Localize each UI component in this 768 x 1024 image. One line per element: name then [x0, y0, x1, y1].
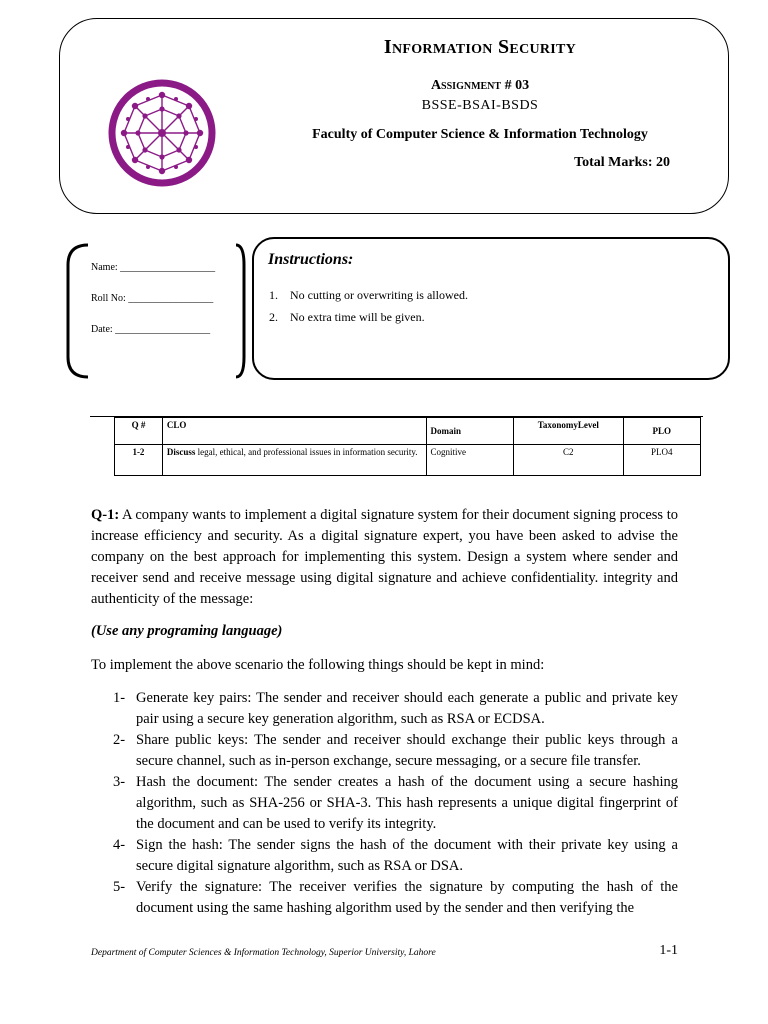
header-plo: PLO: [623, 418, 700, 445]
step-text: Generate key pairs: The sender and receiver should each generate a public and private key pair using a secure key generation algorithm, such as RSA or ECDSA.: [136, 690, 678, 727]
header-q: Q #: [115, 418, 163, 445]
assignment-number: Assignment # 03: [430, 78, 530, 93]
date-field[interactable]: Date: ___________________: [91, 324, 211, 335]
step-number: 5-: [113, 879, 126, 895]
step-text: Sign the hash: The sender signs the hash of the document with their private key using a secure digital signature algorithm, such as RSA or DSA.: [136, 837, 678, 874]
header-taxonomy: TaxonomyLevel: [514, 418, 624, 445]
table-row: [115, 445, 701, 476]
question-paragraph: [91, 505, 678, 610]
university-seal-icon: [106, 77, 218, 189]
instruction-text: No cutting or overwriting is allowed.: [290, 288, 468, 302]
table-header-row: [115, 418, 701, 445]
clo-verb: Discuss: [166, 447, 196, 457]
cell-clo: [162, 445, 426, 476]
step-number: 3-: [113, 774, 126, 790]
name-field[interactable]: Name: ___________________: [91, 262, 216, 273]
document-title: Information Security: [383, 36, 577, 58]
header-clo: CLO: [162, 418, 426, 445]
cell-q: 1-2: [115, 445, 163, 476]
clo-table: [114, 417, 701, 476]
instruction-item: [269, 310, 425, 325]
list-item: [91, 877, 678, 919]
cell-taxonomy: C2: [514, 445, 624, 476]
step-number: 4-: [113, 837, 126, 853]
page-number: 1-1: [659, 943, 678, 958]
step-text: Share public keys: The sender and receiver should exchange their public keys through a secure channel, such as in-person exchange, secure messaging, or a secure file transfer.: [136, 732, 678, 769]
list-item: [91, 772, 678, 835]
step-text: Hash the document: The sender creates a hash of the document using a secure hashing algorithm, such as SHA-256 or SHA-3. This hash represents a unique digital fingerprint of the document and can be used to verify its integrity.: [136, 774, 678, 832]
step-number: 1-: [113, 690, 126, 706]
instruction-text: No extra time will be given.: [290, 310, 425, 324]
steps-intro: To implement the above scenario the following things should be kept in mind:: [91, 657, 545, 673]
footer-department: Department of Computer Sciences & Information Technology, Superior University, Lahore: [91, 948, 436, 958]
total-marks: Total Marks: 20: [574, 155, 670, 170]
step-text: Verify the signature: The receiver verifies the signature by computing the hash of the document using the same hashing algorithm used by the sender and then verifying the: [136, 879, 678, 916]
question-label: Q-1:: [91, 507, 120, 523]
program-names: BSSE-BSAI-BSDS: [421, 98, 539, 113]
question-text: A company wants to implement a digital signature system for their document signing process to increase efficiency and security. As a digital signature expert, you have been asked to advise the company on the best approach for implementing this system. Design a system where sender and receiver send and receive message using digital signature and achieve confidentiality. integrity and authenticity of the message:: [91, 507, 678, 607]
step-number: 2-: [113, 732, 126, 748]
instructions-title: Instructions:: [268, 251, 354, 268]
clo-description: legal, ethical, and professional issues in information security.: [195, 447, 418, 457]
instruction-item: [269, 288, 468, 303]
cell-domain: Cognitive: [426, 445, 513, 476]
faculty-name: Faculty of Computer Science & Information Technology: [312, 127, 648, 142]
instruction-number: 2.: [269, 310, 278, 324]
roll-no-field[interactable]: Roll No: _________________: [91, 293, 214, 304]
cell-plo: PLO4: [623, 445, 700, 476]
list-item: [91, 730, 678, 772]
instruction-number: 1.: [269, 288, 278, 302]
language-note: (Use any programing language): [91, 623, 283, 639]
list-item: [91, 688, 678, 730]
list-item: [91, 835, 678, 877]
steps-list: [91, 688, 678, 919]
header-domain: Domain: [426, 418, 513, 445]
